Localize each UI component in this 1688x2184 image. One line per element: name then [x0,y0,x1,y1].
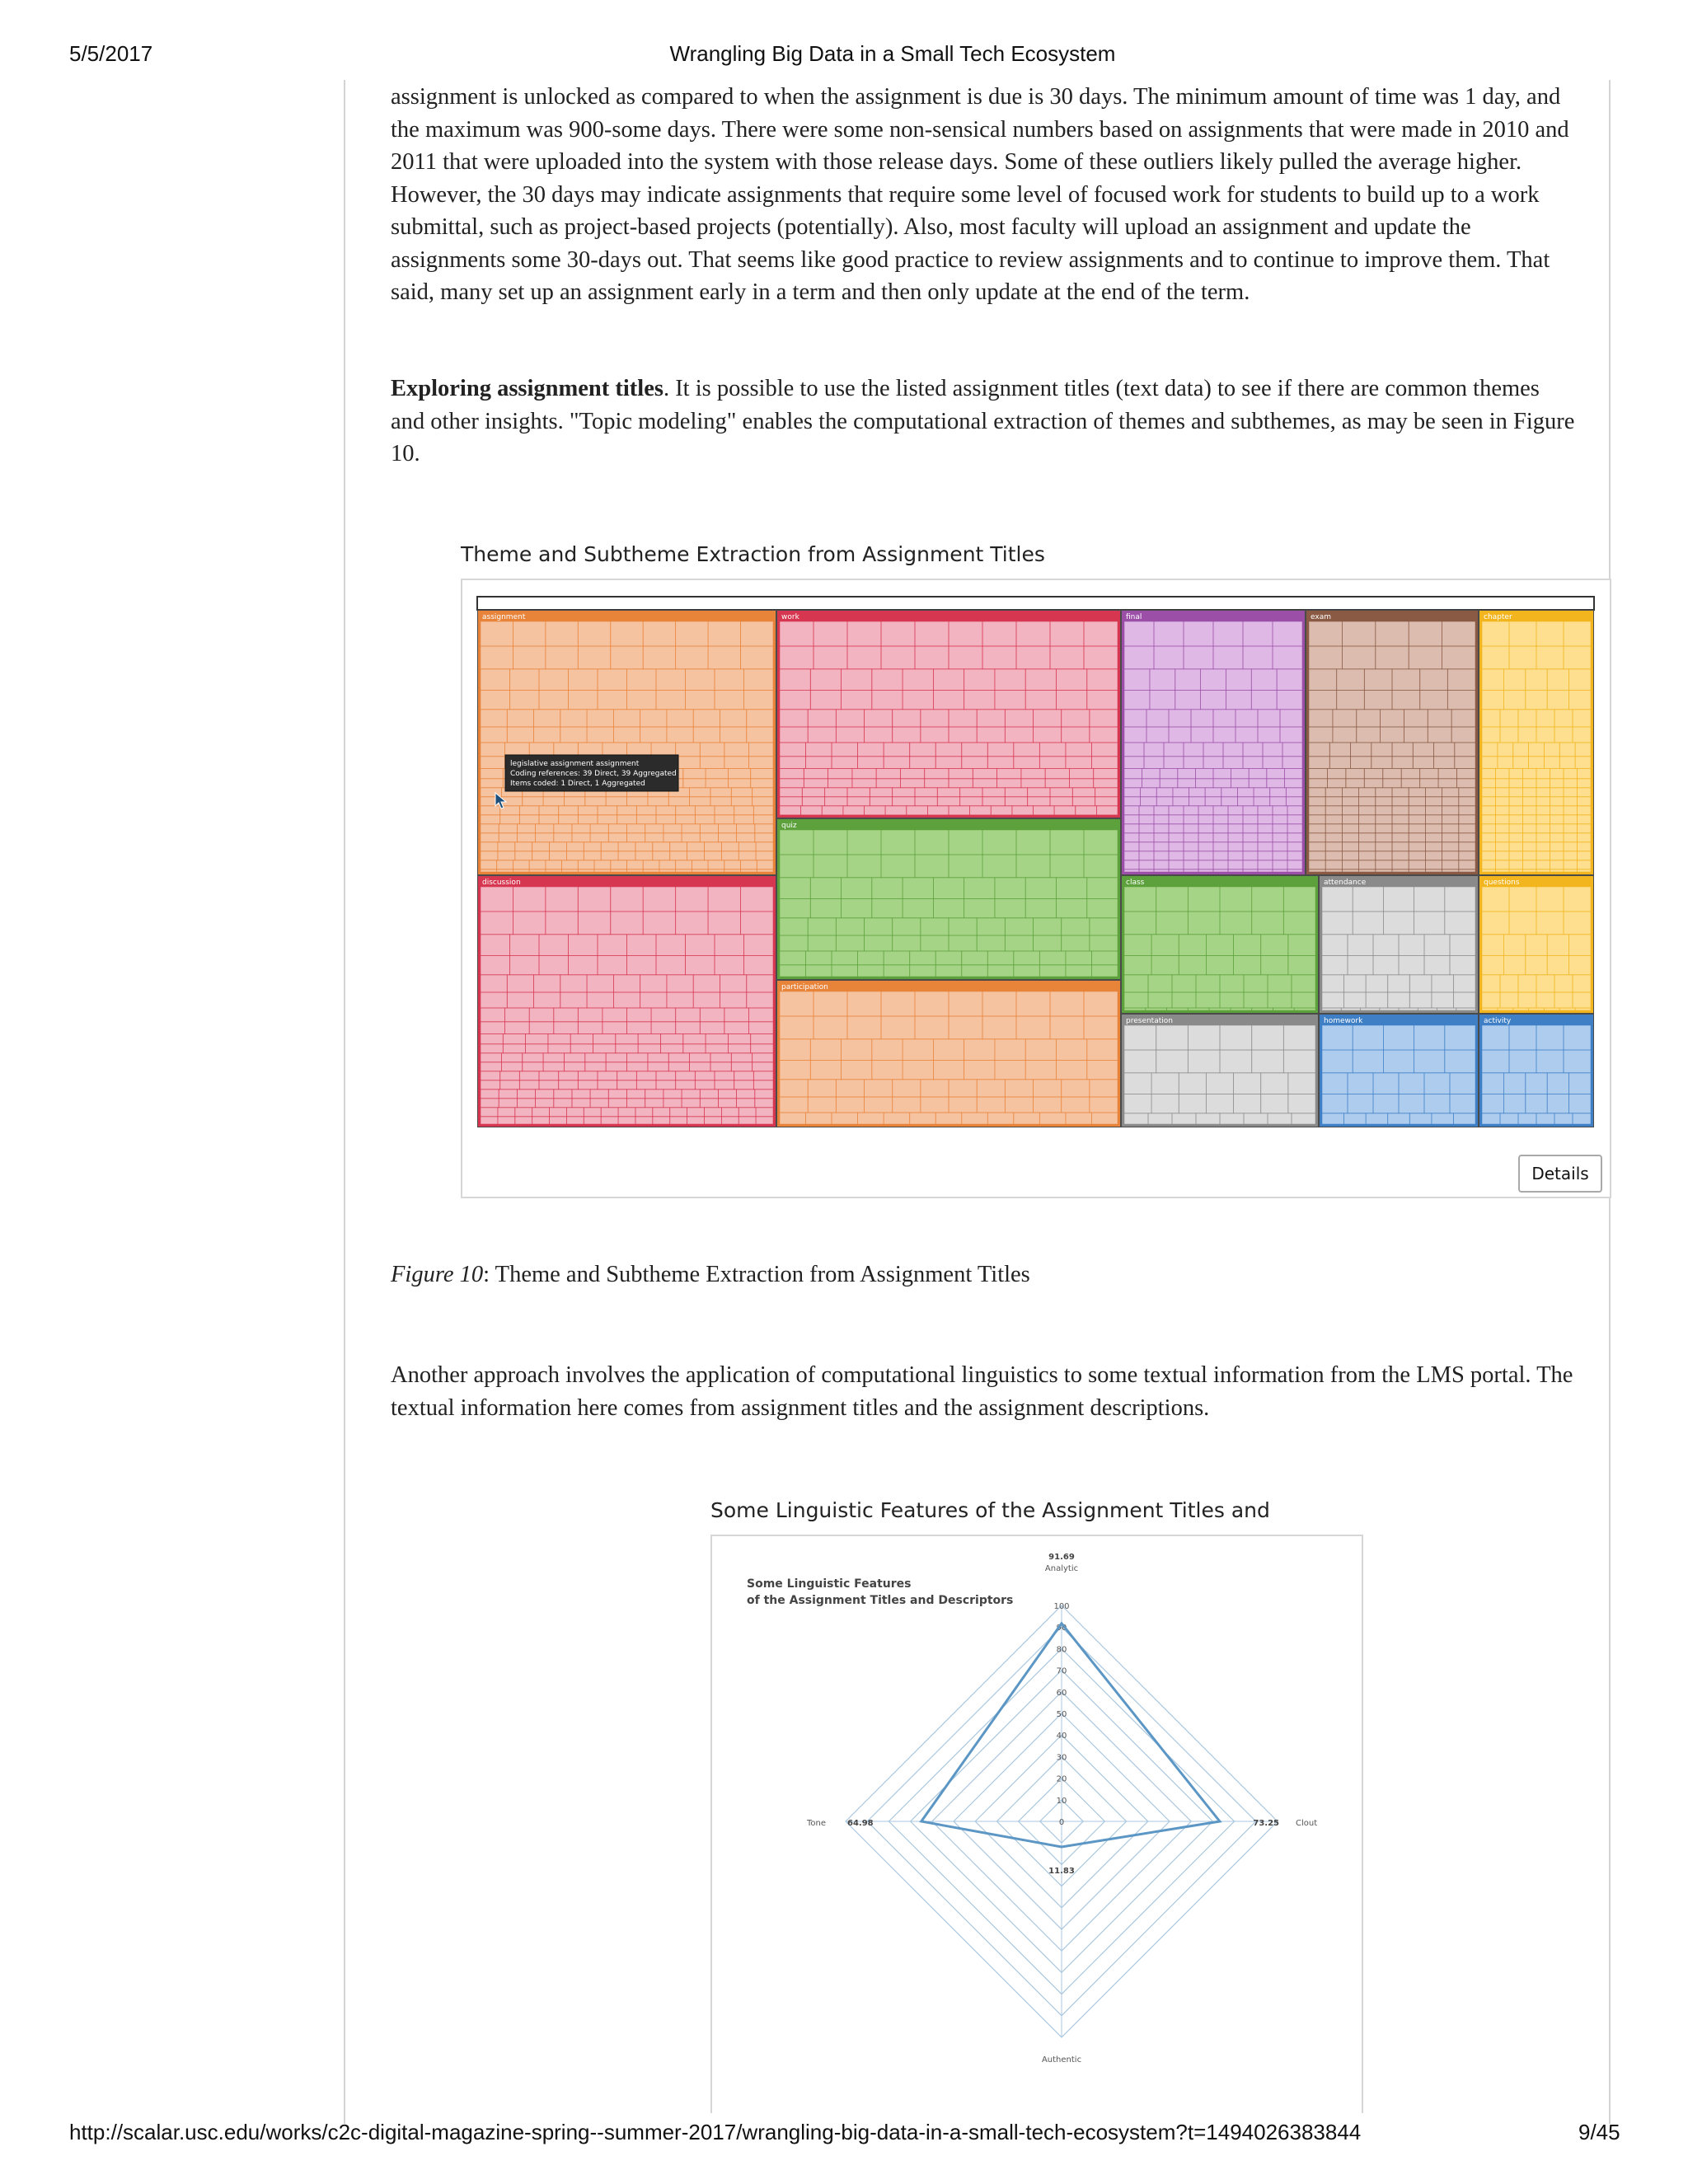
theme-label: exam [1311,613,1331,621]
treemap-tooltip [505,755,678,791]
radar-tick-label: 40 [1056,1732,1067,1741]
radar-tick-label: 0 [1058,1818,1065,1827]
theme-label: attendance [1324,879,1367,887]
treemap-theme-participation [777,981,1120,1127]
treemap-theme-quiz [777,819,1120,979]
radar-tick-label: 50 [1056,1710,1067,1719]
figure11-frame [710,1535,1363,2113]
radar-chart [712,1536,1362,2113]
theme-label: homework [1324,1017,1363,1025]
treemap-breadcrumb-bar [477,597,1594,610]
treemap-theme-homework [1320,1015,1478,1127]
radar-axis-label: Analytic [1044,1564,1079,1573]
radar-value-label: 11.83 [1048,1866,1075,1876]
treemap-theme-class [1122,876,1318,1013]
theme-label: discussion [482,879,521,887]
theme-label: questions [1484,879,1520,887]
treemap-theme-final [1122,611,1305,874]
paragraph-linguistics: Another approach involves the application of computational linguistics to some textual information from the LMS portal. The textual information here comes from assignment titles and the assignment descriptions. [391,1362,1573,1421]
page-url: http://scalar.usc.edu/works/c2c-digital-magazine-spring--summer-2017/wrangling-big-data-in-a-small-tech-ecosystem?t=1494026383844 [69,2120,1362,2144]
figure10-title: Theme and Subtheme Extraction from Assignment Titles [461,542,1045,566]
theme-label: activity [1484,1017,1512,1025]
treemap-theme-exam [1306,611,1478,874]
radar-tick-label: 80 [1056,1645,1067,1655]
treemap-theme-presentation [1122,1015,1318,1127]
radar-tick-label: 100 [1053,1602,1070,1611]
radar-value-label: 73.25 [1253,1819,1279,1828]
radar-tick-label: 30 [1056,1753,1067,1763]
treemap-theme-activity [1479,1015,1593,1127]
theme-label: final [1126,613,1142,621]
content-left-border [344,80,345,2124]
tooltip-line: legislative assignment assignment [510,760,640,768]
figure10-frame [461,579,1611,1198]
treemap-theme-discussion [478,876,776,1127]
details-button[interactable]: Details [1518,1155,1602,1193]
radar-tick-label: 20 [1056,1774,1067,1784]
theme-label: assignment [482,613,526,621]
theme-label: class [1126,879,1145,887]
paragraph-release-days: assignment is unlocked as compared to when the assignment is due is 30 days. The minimum amount of time was 1 day, and the maximum was 900-some days. There were some non-sensical numbers based on assignments that were made in 2010 and 2011 that were uploaded into the system with those release days. Some of these outliers likely pulled the average higher. However, the 30 days may indicate assignments that require some level of focused work for students to build up to a work submittal, such as project-based projects (potentially). Also, most faculty will upload an assignment and update the assignments some 30-days out. That seems like good practice to review assignments and to continue to improve them. That said, many set up an assignment early in a term and then only update at the end of the term. [391,84,1569,305]
print-title: Wrangling Big Data in a Small Tech Ecosystem [669,41,1116,66]
caption-label: Figure 10 [391,1262,484,1287]
tooltip-line: Items coded: 1 Direct, 1 Aggregated [510,780,645,788]
treemap-theme-questions [1479,876,1593,1013]
caption-text: : Theme and Subtheme Extraction from Assignment Titles [483,1262,1030,1287]
paragraph-exploring-titles [391,373,1578,471]
radar-tick-label: 70 [1056,1666,1067,1676]
paragraph-body: . It is possible to use the listed assignment titles (text data) to see if there are common themes and other insights. "Topic modeling" enables the computational extraction of themes and subthemes, as may be seen in Figure 10. [391,376,1575,466]
radar-tick-label: 60 [1056,1688,1067,1698]
theme-label: quiz [781,822,797,830]
figure11-title: Some Linguistic Features of the Assignment Titles and [710,1498,1270,1522]
radar-axis-label: Clout [1296,1819,1318,1828]
treemap-theme-assignment [478,611,776,874]
treemap-theme-work [777,611,1120,818]
page-number: 9/45 [1578,2120,1620,2144]
radar-tick-label: 90 [1056,1624,1067,1633]
treemap-theme-attendance [1320,876,1478,1013]
figure10-caption [391,1262,1030,1288]
radar-tick-label: 10 [1056,1796,1067,1806]
radar-value-label: 64.98 [847,1819,874,1828]
radar-title-line2: of the Assignment Titles and Descriptors [747,1594,1014,1607]
paragraph-lead: Exploring assignment titles [391,376,663,401]
radar-axis-label: Authentic [1041,2055,1082,2064]
theme-label: presentation [1126,1017,1173,1025]
treemap-theme-chapter [1479,611,1593,874]
radar-axis-label: Tone [806,1819,826,1828]
radar-value-label: 91.69 [1048,1553,1075,1562]
theme-body [481,887,773,1124]
treemap-chart [462,580,1610,1197]
theme-label: chapter [1484,613,1512,621]
theme-label: work [781,613,799,621]
radar-title-line1: Some Linguistic Features [747,1577,912,1591]
tooltip-line: Coding references: 39 Direct, 39 Aggregated [510,770,677,778]
theme-label: participation [781,983,828,991]
print-date: 5/5/2017 [69,41,153,66]
